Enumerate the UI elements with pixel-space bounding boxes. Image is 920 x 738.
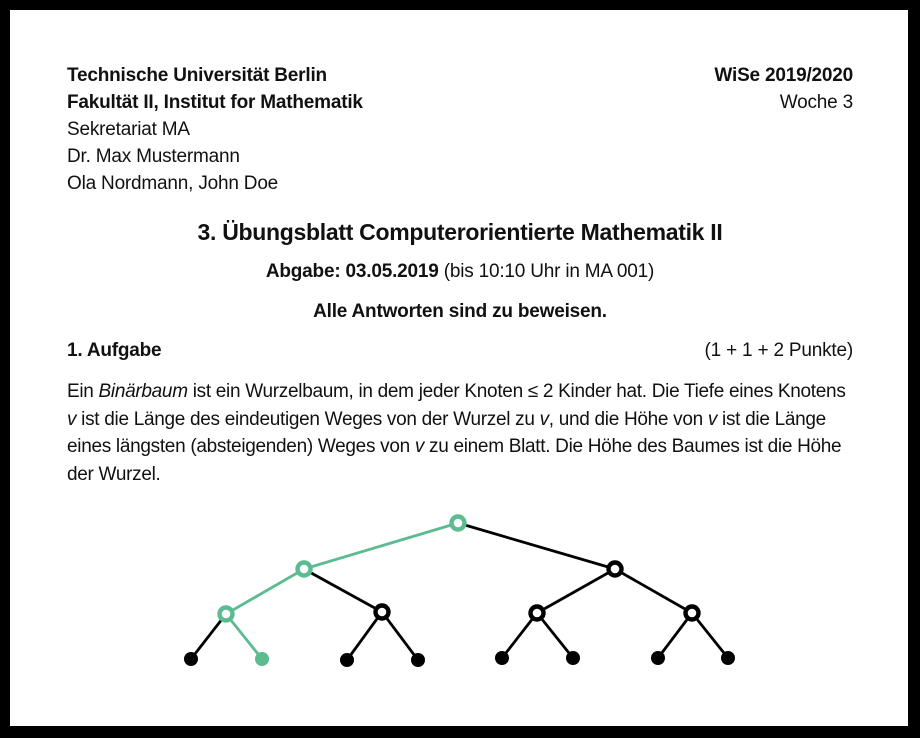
header-line: WiSe 2019/2020 [714, 65, 853, 86]
tree-edge-a-aa [226, 569, 304, 614]
tree-node-a [298, 563, 311, 576]
text-segment: ist die Länge des eindeutigen Weges von der Wurzel zu [76, 408, 540, 430]
header-line: Fakultät II, Institut for Mathematik [67, 92, 363, 113]
tree-edge-ab-abb [382, 612, 418, 660]
header-right-block [714, 62, 853, 197]
text-segment: Binärbaum [98, 381, 188, 402]
binary-tree-diagram [150, 498, 770, 698]
tree-edge-root-a [304, 523, 458, 569]
tree-node-aab [255, 652, 269, 666]
deadline-line [67, 258, 853, 285]
exercise-body-text [67, 378, 853, 488]
tree-node-aaa [184, 652, 198, 666]
text-segment: v [414, 436, 425, 457]
tree-node-baa [495, 651, 509, 665]
header-line: Ola Nordmann, John Doe [67, 173, 279, 194]
sheet-title: 3. Übungsblatt Computerorientierte Mathematik II [197, 219, 723, 245]
tree-node-ab [376, 606, 389, 619]
tree-node-bb [686, 607, 699, 620]
header-line: Dr. Max Mustermann [67, 146, 240, 167]
text-segment: ist ein Wurzelbaum, in dem jeder Knoten ≤ 2 Kinder hat. Die Tiefe eines Knotens [187, 381, 846, 402]
text-segment: v [67, 408, 77, 430]
page-content [10, 10, 908, 698]
tree-node-b [609, 563, 622, 576]
header-left-block [67, 62, 363, 197]
text-segment: (bis 10:10 Uhr in MA 001) [438, 261, 655, 282]
tree-edge-b-bb [615, 569, 692, 613]
exercise-header-row [67, 337, 853, 364]
text-segment: v [707, 408, 718, 430]
text-segment: , und die Höhe von [548, 408, 708, 430]
text-segment: v [539, 408, 549, 430]
tree-node-aa [220, 608, 233, 621]
tree-node-aba [340, 653, 354, 667]
exercise-points: (1 + 1 + 2 Punkte) [704, 340, 853, 361]
text-segment: Ein [67, 381, 99, 402]
header-line: Woche 3 [779, 92, 853, 113]
tree-edge-ab-aba [347, 612, 382, 660]
document-page [10, 10, 908, 726]
tree-node-bbb [721, 651, 735, 665]
text-segment: ist die Länge eines längsten (absteigenden) Weges von [67, 408, 826, 457]
tree-node-bba [651, 651, 665, 665]
document-header [67, 62, 853, 197]
exercise-heading: 1. Aufgabe [67, 340, 162, 361]
tree-node-bab [566, 651, 580, 665]
tree-node-root [452, 517, 465, 530]
header-line: Technische Universität Berlin [67, 65, 327, 86]
tree-edge-b-ba [537, 569, 615, 613]
tree-edge-root-b [458, 523, 615, 569]
tree-node-ba [531, 607, 544, 620]
text-segment: zu einem Blatt. Die Höhe des Baumes ist die Höhe der Wurzel. [67, 436, 842, 485]
tree-node-abb [411, 653, 425, 667]
text-segment: Abgabe: 03.05.2019 [265, 261, 439, 282]
tree-edge-a-ab [304, 569, 382, 612]
header-line: Sekretariat MA [67, 119, 190, 140]
note-line: Alle Antworten sind zu beweisen. [313, 301, 607, 322]
